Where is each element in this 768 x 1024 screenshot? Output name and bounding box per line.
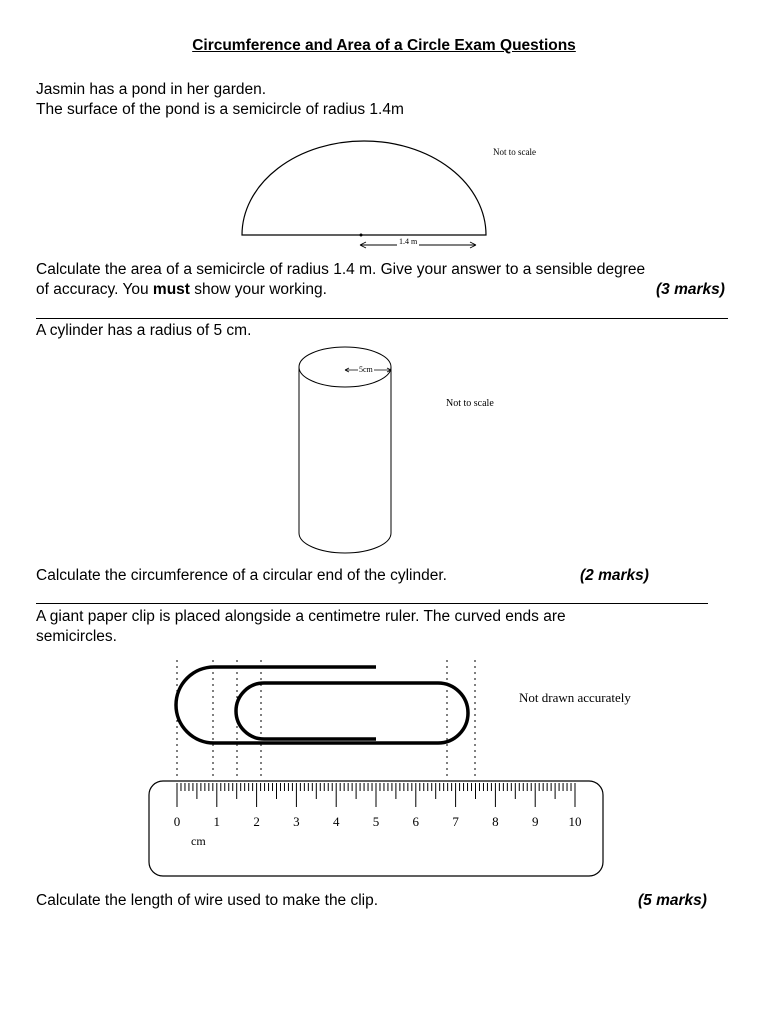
centimetre-ruler (148, 780, 608, 880)
q1-intro-line-1: Jasmin has a pond in her garden. (36, 81, 267, 98)
section-divider (36, 603, 708, 604)
ruler-number: 2 (253, 814, 260, 829)
page-title: Circumference and Area of a Circle Exam Questions (192, 37, 576, 54)
ruler-number: 10 (568, 814, 582, 829)
q2-intro: A cylinder has a radius of 5 cm. (36, 322, 252, 339)
q1-marks: (3 marks) (656, 281, 725, 298)
semicircle-radius-label: 1.4 m (399, 237, 418, 246)
ruler-number: 9 (531, 814, 539, 829)
q1-not-to-scale-note: Not to scale (493, 147, 536, 157)
q3-intro-line-1: A giant paper clip is placed alongside a centimetre ruler. The curved ends are (36, 608, 566, 625)
ruler-number: 3 (293, 814, 300, 829)
q3-marks: (5 marks) (638, 892, 707, 909)
q1-instruction-line-1: Calculate the area of a semicircle of radius 1.4 m. Give your answer to a sensible degree (36, 261, 646, 278)
ruler-number: 5 (372, 814, 380, 829)
ruler-number: 4 (332, 814, 340, 829)
cylinder-radius-label: 5cm (359, 365, 373, 374)
q3-instruction: Calculate the length of wire used to make the clip. (36, 892, 379, 909)
q1-instruction-line-2: of accuracy. You must show your working. (36, 281, 327, 298)
q2-marks: (2 marks) (580, 567, 649, 584)
ruler-unit-label: cm (191, 834, 206, 848)
paper-clip-diagram (140, 655, 520, 785)
cylinder-diagram (296, 345, 406, 560)
ruler-number: 1 (213, 814, 221, 829)
q2-not-to-scale-note: Not to scale (446, 398, 494, 409)
ruler-number: 8 (492, 814, 499, 829)
ruler-number: 7 (452, 814, 459, 829)
q2-instruction: Calculate the circumference of a circular end of the cylinder. (36, 567, 447, 584)
section-divider (36, 318, 728, 319)
q1-intro-line-2: The surface of the pond is a semicircle of radius 1.4m (36, 101, 404, 118)
ruler-number: 6 (412, 814, 420, 829)
ruler-number: 0 (173, 814, 181, 829)
q3-intro-line-2: semicircles. (36, 628, 117, 645)
q3-not-drawn-accurately-note: Not drawn accurately (519, 690, 631, 705)
